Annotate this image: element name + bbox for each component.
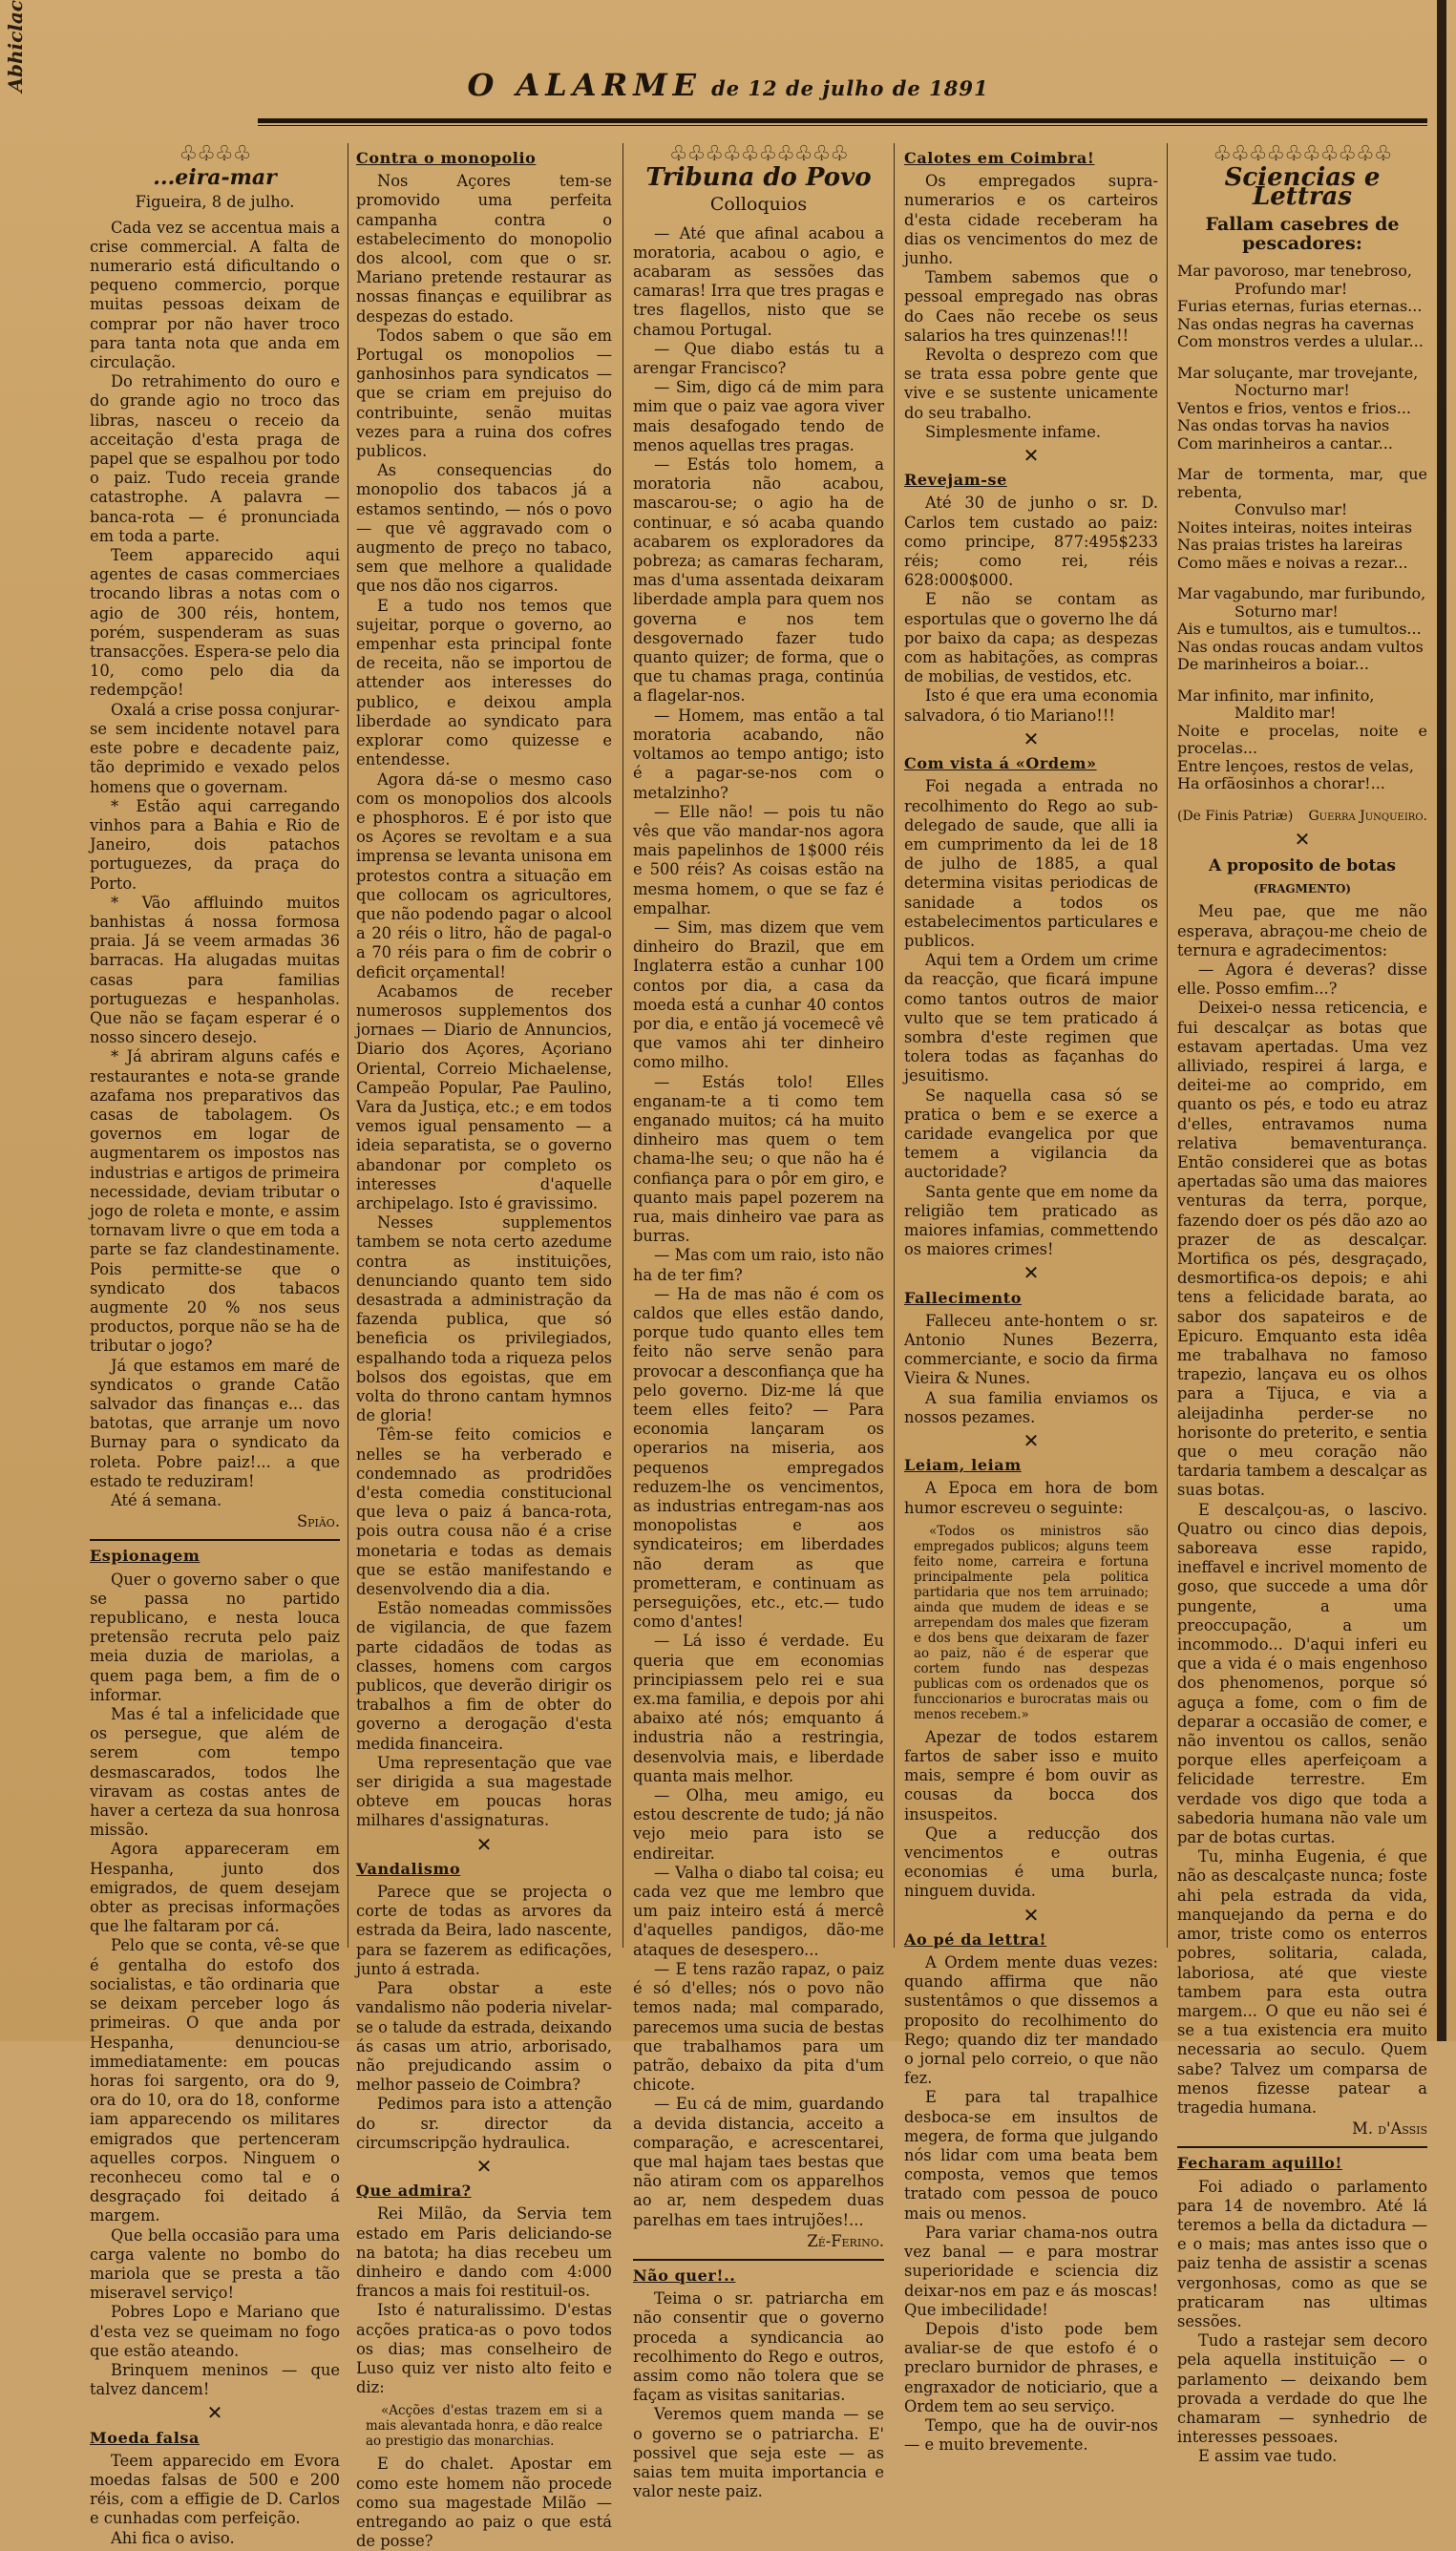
section-title: Tribuna do Povo xyxy=(645,163,872,193)
paragraph: Revolta o desprezo com que se trata essa pobre gente que vive e se sustente unicamente do seu trabalho. xyxy=(904,346,1158,422)
paragraph: Até 30 de junho o sr. D. Carlos tem custado ao paiz: como principe, 877:495$233 réis; como rei, réis 628:000$000. xyxy=(904,494,1158,590)
paragraph: Tudo a rastejar sem decoro pela aquella instituição — o parlamento — deixando bem provada a verdade do que lhe chamaram — synhedrio de interesses pessoaes. xyxy=(1177,2331,1427,2447)
article-title: A proposito de botas xyxy=(1209,855,1396,875)
paragraph: Veremos quem manda — se o governo se o patriarcha. E' possivel que seja este — as saias tem muita importancia e valor neste paiz. xyxy=(633,2405,884,2501)
section-ornament: ♧♧♧♧ xyxy=(179,142,251,166)
poem-line: Como mães e noivas a rezar... xyxy=(1177,553,1408,572)
paragraph: Para obstar a este vandalismo não poderia nivelar-se o talude da estrada, deixando ás casas um atrio, arborisado, não prejudicando assim o melhor passeio de Coimbra? xyxy=(356,1979,612,2095)
article-body xyxy=(356,1883,612,2153)
paragraph: Aqui tem a Ordem um crime da reacção, que ficará impune como tantos outros de maior vulto que se tem praticado á sombra d'este regimen que tolera todas as façanhas do jesuitismo. xyxy=(904,951,1158,1086)
headline: Leiam, leiam xyxy=(904,1456,1022,1475)
column-4 xyxy=(904,143,1158,2455)
quotation: «Acções d'estas trazem em si a mais alevantada honra, e dão realce ao prestigio das monarchias. xyxy=(366,2403,602,2450)
masthead-rule-thin xyxy=(258,125,1427,126)
dateline: Figueira, 8 de julho. xyxy=(135,193,295,212)
paragraph: Teima o sr. patriarcha em não consentir que o governo proceda a syndicancia ao recolhimento do Rego e outros, assim como não tolera que se façam as visitas sanitarias. xyxy=(633,2289,884,2405)
paragraph: — Olha, meu amigo, eu estou descrente de tudo; já não vejo meio para isto se endireitar. xyxy=(633,1786,884,1863)
article-subtitle: (FRAGMENTO) xyxy=(1253,882,1352,896)
paragraph: Depois d'isto pode bem avaliar-se de que estofo é o preclaro burnidor de phrases, e engraxador de noticiario, que a Ordem tem ao seu serviço. xyxy=(904,2319,1158,2415)
article-body xyxy=(904,494,1158,725)
paragraph: Nesses supplementos tambem se nota certo azedume contra as instituições, denunciando quanto tem sido desastrada a administração da fazenda publica, que só beneficia os privilegiados, espalhando toda a riqueza pelos bolsos dos egoistas, que em volta do throno cantam hymnos de gloria! xyxy=(356,1213,612,1425)
headline: Moeda falsa xyxy=(90,2428,200,2447)
poem-line: Ha orfãosinhos a chorar!... xyxy=(1177,774,1385,793)
paragraph: — Estás tolo homem, a moratoria não acabou, mascarou-se; o agio ha de continuar, e só acaba quando acabarem os exploradores da pobreza; as camaras fecharam, mas d'uma assentada deixaram liberdade ampla para quem nos governa e nos tem desgovernado fazer tudo quanto quizer; de forma, que o que tu chamas praga, continúa a flagelar-nos. xyxy=(633,455,884,706)
paragraph: Uma representação que vae ser dirigida a sua magestade obteve em poucas horas milhares d'assignaturas. xyxy=(356,1753,612,1830)
article-body xyxy=(904,1312,1158,1427)
signature: Zé-Ferino. xyxy=(807,2231,884,2250)
headline: Que admira? xyxy=(356,2182,472,2201)
paragraph: * Já abriram alguns cafés e restaurantes e nota-se grande azafama nos preparativos das casas de tabolagem. Os governos em logar de augmentarem os impostos nas industrias e artigos de primeira necessidade, deviam tributar o jogo de roleta e monte, e assim tornavam livre o que em toda a parte se faz clandestinamente. Pois permitte-se que o syndicato dos tabacos augmente 20 % nos seus productos, porque não se ha de tributar o jogo? xyxy=(90,1047,340,1356)
poem-line: Com marinheiros a cantar... xyxy=(1177,433,1393,453)
paragraph: Rei Milão, da Servia tem estado em Paris deliciando-se na batota; ha dias recebeu um dinheiro e dando com 4:000 francos a mais foi restituil-os. xyxy=(356,2204,612,2301)
headline: Fecharam aquillo! xyxy=(1177,2154,1343,2173)
paragraph: A Epoca em hora de bom humor escreveu o seguinte: xyxy=(904,1479,1158,1517)
poem-line: Nas ondas negras ha cavernas xyxy=(1177,314,1414,333)
poem-stanza xyxy=(1177,365,1427,453)
paragraph: Oxalá a crise possa conjurar-se sem incidente notavel para este pobre e decadente paiz, tão deprimido e vexado pelos homens que o governam. xyxy=(90,700,341,796)
masthead-rule xyxy=(258,118,1427,123)
poem-stanza xyxy=(1177,466,1427,572)
poem-line: Mar infinito, mar infinito, xyxy=(1177,685,1375,705)
edge-handwritten-mark: Abhiclac xyxy=(4,0,27,93)
paragraph: — Homem, mas então a tal moratoria acabando, não voltamos ao tempo antigo; isto é a pagar-se-nos com o metalzinho? xyxy=(633,706,884,802)
headline: Contra o monopolio xyxy=(356,149,537,167)
poem-line: Mar soluçante, mar trovejante, xyxy=(1177,363,1419,382)
masthead-paper-name: O ALARME xyxy=(467,67,703,103)
headline: Com vista á «Ordem» xyxy=(904,754,1097,773)
paragraph: Mas é tal a infelicidade que os persegue, que além de serem com tempo desmascarados, todos lhe viravam as costas antes de haver a certeza da sua honrosa missão. xyxy=(90,1705,340,1840)
article-body xyxy=(633,2289,884,2501)
article-body xyxy=(1177,902,1427,2118)
section-ornament: ♧♧♧♧♧♧♧♧♧♧ xyxy=(1213,142,1392,166)
headline: Revejam-se xyxy=(904,471,1007,490)
paragraph: A Ordem mente duas vezes: quando affirma que não sustentâmos o que dissemos a proposito do recolhimento do Rego; quando diz ter mandado o jornal pelo correio, o que não fez. xyxy=(904,1953,1158,2088)
article-body xyxy=(904,1953,1158,2455)
article-body xyxy=(356,2204,612,2397)
paragraph: — Lá isso é verdade. Eu queria que em economias principiassem pelo rei e sua ex.ma familia, e depois por ahi abaixo até nós; emquanto á industria não a restringia, desenvolvia mais, e liberdade quanta mais melhor. xyxy=(633,1632,884,1785)
paragraph: Teem apparecido aqui agentes de casas commerciaes trocando libras a notas com o agio de 300 réis, hontem, porém, suspenderam as suas transacções. Espera-se pelo dia 10, como pelo dia da redempção! xyxy=(90,546,340,700)
divider xyxy=(1177,2146,1427,2148)
separator-cross: ✕ xyxy=(1023,1261,1040,1285)
section-title: ...eira-mar xyxy=(153,165,277,191)
column-divider xyxy=(1167,143,1168,1948)
headline: Calotes em Coimbra! xyxy=(904,149,1095,167)
poem-stanza xyxy=(1177,585,1427,674)
poem xyxy=(1177,263,1427,793)
paragraph: Tambem sabemos que o pessoal empregado nas obras do Caes não recebe os seus salarios ha tres quinzenas!!! xyxy=(904,268,1158,345)
poem-line: Nocturno mar! xyxy=(1234,381,1350,400)
paragraph: — Sim, mas dizem que vem dinheiro do Brazil, que em Inglaterra estão a cunhar 100 contos por dia, a casa da moeda está a cunhar 40 contos por dia, e então já vocemecê vê que vamos ahi ter dinheiro como milho. xyxy=(633,917,884,1072)
paragraph: Isto é naturalissimo. D'estas acções pratica-as o povo todos os dias; mas conselheiro de Luso quiz ver nisto alto feito e diz: xyxy=(356,2301,612,2397)
poem-author: Guerra Junqueiro. xyxy=(1308,808,1427,824)
paragraph: Agora appareceram em Hespanha, junto dos emigrados, de quem desejam obter as precisas informações que lhe faltaram por cá. xyxy=(90,1840,340,1936)
paragraph: Que bella occasião para uma carga valente no bombo do mariola que se presta a tão miseravel serviço! xyxy=(90,2225,340,2303)
poem-source: (De Finis Patriæ) xyxy=(1177,808,1294,824)
poem-line: Ventos e frios, ventos e frios... xyxy=(1177,398,1411,417)
poem-line: Nas ondas torvas ha navios xyxy=(1177,416,1390,435)
separator-cross: ✕ xyxy=(1023,1429,1040,1452)
poem-line: Furias eternas, furias eternas... xyxy=(1177,297,1423,316)
paragraph: Deixei-o nessa reticencia, e fui descalçar as botas que estavam apertadas. Uma vez alliviado, respirei á larga, e deitei-me ao comprido, em quanto os pés, e todo eu atraz d'elles, entravamos numa relativa bemaventurança. Então considerei que as botas apertadas são uma das maiores venturas da terra, porque, fazendo doer os pés dão azo ao prazer de as descalçar. Mortifica os pés, desgraçado, desmortifica-os depois; e ahi tens a felicidade barata, ao sabor dos sapateiros e de Epicuro. Emquanto esta idêa me trabalhava no famoso trapezio, lançava eu os olhos para a Tijuca, e via a aleijadinha perder-se no horisonte do preterito, e sentia que o meu coração não tardaria tambem a descalçar as suas botas. xyxy=(1177,999,1427,1500)
paragraph: — Que diabo estás tu a arengar Francisco? xyxy=(633,339,884,378)
column-3 xyxy=(633,143,884,2501)
right-border xyxy=(1437,0,1446,2041)
poem-line: Noites inteiras, noites inteiras xyxy=(1177,517,1413,537)
article-body xyxy=(904,1728,1158,1902)
paragraph: Se naquella casa só se pratica o bem e se exerce a caridade evangelica por que temem a vigilancia da auctoridade? xyxy=(904,1086,1158,1182)
article-body xyxy=(90,2452,340,2548)
poem-line: Noite e procelas, noite e procelas... xyxy=(1177,721,1427,758)
article-title: Colloquios xyxy=(709,194,808,216)
paragraph: Acabamos de receber numerosos supplementos dos jornaes — Diario de Annuncios, Diario dos Açores, Açoriano Oriental, Correio Michaelense, Campeão Popular, Pae Paulino, Vara da Justiça, etc.; e em todos vemos igual pensamento — a ideia separatista, se o governo abandonar por completo os interesses d'aquelle archipelago. Isto é gravissimo. xyxy=(356,981,612,1212)
paragraph: — Eu cá de mim, guardando a devida distancia, acceito a comparação, e acrescentarei, que mal hajam taes bestas que não atiram com os apparelhos ao ar, nem despedem duas parelhas em taes intrujões!... xyxy=(633,2095,884,2229)
column-5 xyxy=(1177,143,1427,2467)
paragraph: Que a reducção dos vencimentos e outras economias é uma burla, ninguem duvida. xyxy=(904,1824,1158,1901)
poem-line: Nas ondas roucas andam vultos xyxy=(1177,637,1424,656)
paragraph: — Ha de mas não é com os caldos que elles estão dando, porque tudo quanto elles tem feito não serve senão para provocar a desconfiança que ha pelo governo. Diz-me lá que teem elles feito? — Para economia lançaram os operarios na miseria, aos pequenos empregados reduzem-lhe os vencimentos, as industrias entregam-nas aos monopolistas e aos syndicateiros; em liberdades não deram as que prometteram, e continuam as perseguições, etc., etc.— tudo como d'antes! xyxy=(633,1284,884,1632)
paragraph: Pelo que se conta, vê-se que é gentalha do estofo dos socialistas, e tão ordinaria que se deixam perceber logo ás primeiras. O que anda por Hespanha, denunciou-se immediatamente: em poucas horas foi sargento, ora do 9, ora do 10, ora do 18, conforme iam apparecendo os militares emigrados que pertenceram aquelles corpos. Ninguem o reconheceu como tal e o desgraçado foi deitado á margem. xyxy=(90,1936,340,2225)
paragraph: E assim vae tudo. xyxy=(1198,2447,1338,2466)
paragraph: — Mas com um raio, isto não ha de ter fim? xyxy=(633,1246,884,1284)
paragraph: Santa gente que em nome da religião tem praticado as maiores infamias, commettendo os maiores crimes! xyxy=(904,1182,1158,1259)
article-body xyxy=(356,172,612,1830)
masthead-date: de 12 de julho de 1891 xyxy=(711,76,989,100)
article-body xyxy=(90,219,340,1511)
signature: Spião. xyxy=(296,1512,340,1531)
separator-cross: ✕ xyxy=(206,2401,223,2425)
paragraph: Falleceu ante-hontem o sr. Antonio Nunes Bezerra, commerciante, e socio da firma Vieira & Nunes. xyxy=(904,1311,1158,1388)
paragraph: Ahi fica o aviso. xyxy=(111,2528,235,2547)
poem-line: Mar vagabundo, mar furibundo, xyxy=(1177,584,1426,603)
article-body xyxy=(90,1571,340,2400)
poem-line: Nas praias tristes ha lareiras xyxy=(1177,536,1403,555)
headline: Fallecimento xyxy=(904,1288,1023,1307)
paragraph: Pobres Lopo e Mariano que d'esta vez se queimam no fogo que estão ateando. xyxy=(90,2303,340,2360)
article-body xyxy=(904,172,1158,442)
headline: Vandalismo xyxy=(356,1859,461,1878)
paragraph: Os empregados supra-numerarios e os carteiros d'esta cidade receberam ha dias os vencimentos do mez de junho. xyxy=(904,172,1158,268)
paragraph: E a tudo nos temos que sujeitar, porque o governo, ao empenhar esta principal fonte de receita, não se importou de attender aos interesses do publico, e deixou ampla liberdade ao syndicato para explorar como quizesse e entendesse. xyxy=(356,596,612,770)
poem-line: Mar pavoroso, mar tenebroso, xyxy=(1177,262,1412,281)
article-body xyxy=(633,224,884,2230)
paragraph: Agora dá-se o mesmo caso com os monopolios dos alcools e phosphoros. E é por isto que os Açores se revoltam e a sua imprensa se levanta unisona em protestos contra a situação em que collocam os agricultores, que não podendo pagar o alcool a 20 réis o litro, hão de pagal-o a 70 réis para o fim de cobrir o deficit orçamental! xyxy=(356,770,612,981)
paragraph: Brinquem meninos — que talvez dancem! xyxy=(90,2360,340,2399)
paragraph: — Estás tolo! Elles enganam-te a ti como tem enganado muitos; cá ha muito dinheiro mas quem o tem chama-lhe seu; o que não ha é confiança para o pôr em giro, e quanto mais papel pozerem na rua, mais dinheiro vae para as burras. xyxy=(633,1072,884,1246)
paragraph: Pedimos para isto a attenção do sr. director da circumscripção hydraulica. xyxy=(356,2095,612,2152)
paragraph: Foi negada a entrada no recolhimento do Rego ao sub-delegado de saude, que alli ia em cumprimento da lei de 18 de julho de 1885, a qual determina visitas periodicas de sanidade a todos os estabelecimentos particulares e publicos. xyxy=(904,777,1158,950)
separator-cross: ✕ xyxy=(475,2154,493,2178)
paragraph: Meu pae, que me não esperava, abraçou-me cheio de ternura e agradecimentos: xyxy=(1177,902,1427,959)
paragraph: E para tal trapalhice desboca-se em insultos de megera, de forma que julgando nós lidar com uma beata bem composta, vemos que temos tratado com pessoa de pouco mais ou menos. xyxy=(904,2088,1158,2223)
signature: M. d'Assis xyxy=(1352,2119,1427,2139)
paragraph: Tempo, que ha de ouvir-nos — e muito brevemente. xyxy=(904,2415,1158,2455)
separator-cross: ✕ xyxy=(1023,1903,1040,1927)
paragraph: * Vão affluindo muitos banhistas á nossa formosa praia. Já se veem armadas 36 barracas. Ha alugadas muitas casas para familias portuguezas e hespanholas. Que não se façam esperar é o nosso sincero desejo. xyxy=(90,893,340,1047)
paragraph: As consequencias do monopolio dos tabacos já a estamos sentindo, — nós o povo — que vê aggravado com o augmento de preço no tabaco, sem que melhore a qualidade que nos dão nos cigarros. xyxy=(356,461,612,596)
paragraph: Simplesmente infame. xyxy=(925,422,1102,441)
poem-stanza xyxy=(1177,263,1427,351)
paragraph: — Agora é deveras? disse elle. Posso emfim...? xyxy=(1177,959,1427,999)
paragraph: Apezar de todos estarem fartos de saber isso e muito mais, sempre é bom ouvir as cousas da bocca dos insuspeitos. xyxy=(904,1727,1158,1824)
poem-line: Profundo mar! xyxy=(1234,279,1348,298)
column-divider xyxy=(622,143,623,1948)
paragraph: Do retrahimento do ouro e do grande agio no troco das libras, nasceu o receio da acceitação d'esta praga de papel que se espalhou por todo o paiz. Tudo receia grande catastrophe. A palavra — banca-rota — é pronunciada em toda a parte. xyxy=(90,372,340,545)
article-body xyxy=(904,1479,1158,1517)
paragraph: A sua familia enviamos os nossos pezames. xyxy=(904,1388,1158,1426)
paragraph: Foi adiado o parlamento para 14 de novembro. Até lá teremos a bella da dictadura — e o mais; mas antes isso que o paiz tenha de assistir a scenas vergonhosas, como as que se praticaram nas ultimas sessões. xyxy=(1177,2177,1427,2330)
poem-line: Entre lençoes, restos de velas, xyxy=(1177,756,1414,775)
column-1 xyxy=(90,143,340,2548)
poem-stanza xyxy=(1177,687,1427,793)
poem-line: Convulso mar! xyxy=(1234,500,1348,519)
paragraph: Todos sabem o que são em Portugal os monopolios — ganhosinhos para syndicatos — que se criam em prejuiso do contribuinte, senão muitas vezes para a ruina dos cofres publicos. xyxy=(356,326,612,461)
paragraph: — Até que afinal acabou a moratoria, acabou o agio, e acabaram as sessões das camaras! Irra que tres pragas e tres flagellos, nisto que se chamou Portugal. xyxy=(633,223,884,339)
section-title: Sciencias e Lettras xyxy=(1224,163,1381,212)
section-ornament: ♧♧♧♧♧♧♧♧♧♧ xyxy=(668,142,849,166)
paragraph: — Sim, digo cá de mim para mim que o paiz vae agora viver mais desafogado tendo de menos aquellas tres pragas. xyxy=(633,378,884,454)
poem-title: Fallam casebres de pescadores: xyxy=(1205,213,1400,254)
divider xyxy=(90,1539,340,1541)
poem-credit xyxy=(1177,807,1427,826)
paragraph: — Elle não! — pois tu não vês que vão mandar-nos agora mais papelinhos de 1$000 réis e 500 réis? As coisas estão na mesma homem, o que se faz é empalhar. xyxy=(633,802,884,917)
poem-line: Mar de tormenta, mar, que rebenta, xyxy=(1177,465,1427,501)
paragraph: Para variar chama-nos outra vez banal — e para mostrar superioridade e sciencia diz deixar-nos em paz e ás moscas! Que imbecilidade! xyxy=(904,2223,1158,2319)
article-body xyxy=(904,777,1158,1259)
paragraph: Já que estamos em maré de syndicatos o grande Catão salvador das finanças e... das batotas, que arranje um novo Burnay para o syndicato da roleta. Pobre paiz!... a que estado te reduziram! xyxy=(90,1356,340,1490)
paragraph: Cada vez se accentua mais a crise commercial. A falta de numerario está dificultando o pequeno commercio, porque muitas pessoas deixam de comprar por não haver troco para tanta nota que anda em circulação. xyxy=(90,218,340,372)
paragraph: Quer o governo saber o que se passa no partido republicano, e nesta louca pretensão recruta pelo paiz meia duzia de mariolas, a quem paga bem, a fim de o informar. xyxy=(90,1570,340,1704)
poem-line: Soturno mar! xyxy=(1234,601,1339,621)
separator-cross: ✕ xyxy=(1023,727,1040,750)
headline: Ao pé da lettra! xyxy=(904,1929,1047,1949)
paragraph: E do chalet. Apostar em como este homem não procede como sua magestade Milão — entregando ao paiz o que está de posse? xyxy=(356,2455,612,2551)
headline: Não quer!.. xyxy=(633,2266,736,2285)
column-divider xyxy=(894,143,895,1948)
paragraph: Nos Açores tem-se promovido uma perfeita campanha contra o estabelecimento do monopolio dos alcool, com que o sr. Mariano pretende restaurar as nossas finanças e equilibrar as despezas do estado. xyxy=(356,172,612,326)
quotation: «Todos os ministros são empregados publicos; alguns teem feito nome, carreira e fortuna principalmente pela politica partidaria que nos tem arruinado; ainda que mudem de ideas e se arrependam dos males que fizeram e dos bens que deixaram de fazer ao paiz, não é de esperar que cortem fundo nas despezas publicas com os ordenados que os funccionarios e burocratas mais ou menos recebem.» xyxy=(914,1523,1149,1722)
masthead xyxy=(0,67,1456,103)
article-body xyxy=(1177,2178,1427,2467)
article-body xyxy=(356,2455,612,2551)
paragraph: — Valha o diabo tal coisa; eu cada vez que me lembro que um paiz inteiro está á mercê d'aquelles pandigos, dão-me ataques de desespero... xyxy=(633,1863,884,1959)
paragraph: Isto é que era uma economia salvadora, ó tio Mariano!!! xyxy=(904,686,1158,725)
paragraph: Tu, minha Eugenia, é que não as descalçaste nunca; foste ahi pela estrada da vida, manquejando da perna e do amor, triste como os enterros pobres, solitaria, calada, laboriosa, até que vieste tambem para esta outra margem... O que eu não sei é se a tua existencia era muito necessaria ao seculo. Quem sabe? Talvez um comparsa de menos fizesse patear a tragedia humana. xyxy=(1177,1847,1427,2117)
paragraph: E não se contam as esportulas que o governo lhe dá por baixo da capa; as despezas com as habitações, as compras de mobilias, de vestidos, etc. xyxy=(904,590,1158,686)
paragraph: * Estão aqui carregando vinhos para a Bahia e Rio de Janeiro, dois patachos portuguezes, da praça do Porto. xyxy=(90,796,340,893)
poem-line: Com monstros verdes a ulular... xyxy=(1177,332,1424,351)
paragraph: — E tens razão rapaz, o paiz é só d'elles; nós o povo não temos nada; mal comparado, parecemos uma sucia de bestas que trabalhamos para um patrão, debaixo da pita d'um chicote. xyxy=(633,1959,884,2095)
separator-cross: ✕ xyxy=(1294,827,1311,851)
divider xyxy=(633,2259,884,2261)
column-2 xyxy=(356,143,612,2551)
poem-line: Ais e tumultos, ais e tumultos... xyxy=(1177,620,1422,639)
separator-cross: ✕ xyxy=(1023,444,1040,468)
poem-line: De marinheiros a boiar... xyxy=(1177,655,1369,674)
paragraph: Têm-se feito comicios e nelles se ha verberado e condemnado as prodridões d'esta comedia constitucional que leva o paiz á banca-rota, pois outra cousa não é a crise monetaria e todas as demais que se estão manifestando e desenvolvendo dia a dia. xyxy=(356,1425,612,1599)
paragraph: Estão nomeadas commissões de vigilancia, de que fazem parte cidadãos de todas as classes, homens com cargos publicos, que deverão dirigir os trabalhos a fim de obter do governo a derogação d'esta medida financeira. xyxy=(356,1599,612,1753)
separator-cross: ✕ xyxy=(475,1832,493,1856)
paragraph: Parece que se projecta o corte de todas as arvores da estrada da Beira, lado nascente, para se fazerem as edificações, junto á estrada. xyxy=(356,1883,612,1978)
paragraph: E descalçou-as, o lascivo. Quatro ou cinco dias depois, saboreava esse rapido, ineffavel e incrivel momento de goso, que succede a uma dôr pungente, a uma preoccupação, a um incommodo... D'aqui inferi eu que a vida é o mais engenhoso dos phenomenos, porque só aguça a fome, com o fim de deparar a occasião de comer, e não inventou os callos, senão porque elles aperfeiçoam a felicidade terrestre. Em verdade vos digo que toda a sabedoria humana não vale um par de botas curtas. xyxy=(1177,1500,1427,1847)
paragraph: Teem apparecido em Evora moedas falsas de 500 e 200 réis, com a effigie de D. Carlos e cunhadas com perfeição. xyxy=(90,2451,340,2528)
paragraph: Até á semana. xyxy=(111,1491,222,1510)
headline: Espionagem xyxy=(90,1547,200,1566)
poem-line: Maldito mar! xyxy=(1234,704,1337,723)
